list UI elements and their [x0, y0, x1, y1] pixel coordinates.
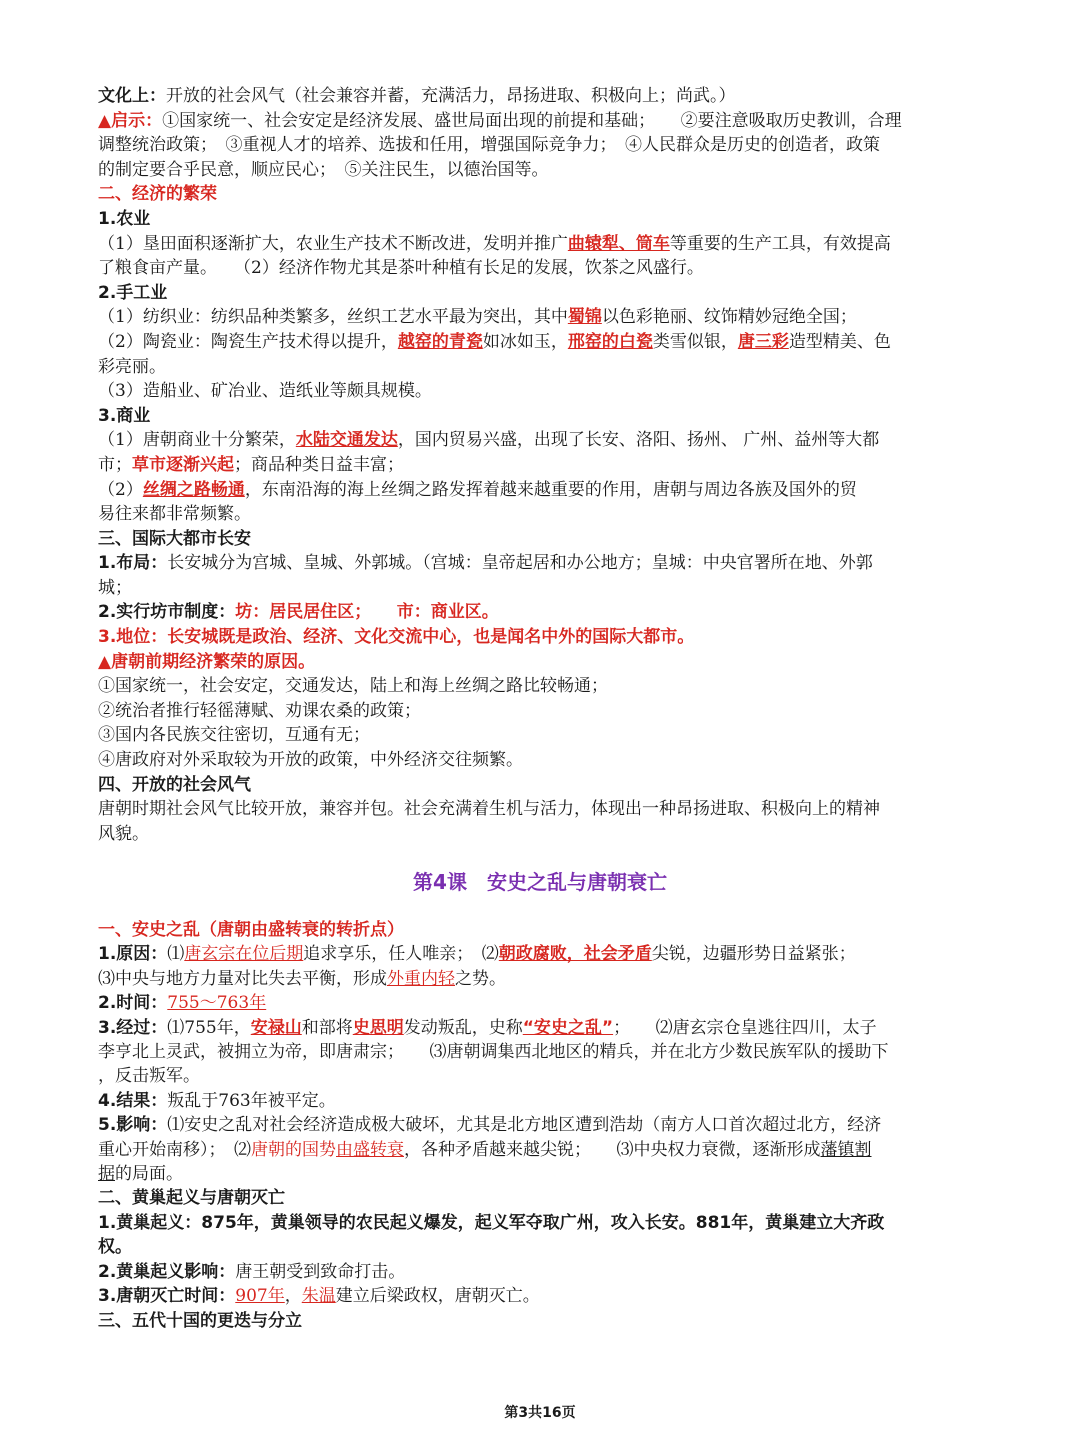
anshi-impact-line-2 [98, 1138, 980, 1162]
lesson-title: 第4课 安史之乱与唐朝衰亡 [413, 870, 667, 894]
keyword-shi-siming: 史思明 [352, 1017, 404, 1038]
keyword-an-lushan: 安禄山 [250, 1017, 302, 1038]
commerce-text-2b: ；商品种类日益丰富； [234, 454, 404, 475]
commerce-line-2 [98, 453, 980, 478]
anshi-process-line-1 [98, 1016, 980, 1040]
tang-fall-year: 907年 [235, 1286, 285, 1307]
reason-item: ③国内各民族交往密切，互通有无； [98, 725, 370, 746]
anshi-time-line [98, 991, 980, 1015]
agri-line-1 [98, 232, 980, 257]
commerce-line-4: 易往来都非常频繁。 [98, 504, 251, 525]
commerce-keyword-silkroad: 丝绸之路畅通 [142, 479, 245, 500]
section-anshi [98, 918, 980, 1333]
changan-layout-label: 1.布局： [98, 553, 168, 574]
agri-heading: 1.农业 [98, 208, 151, 229]
anshi-time-label: 2.时间： [98, 993, 168, 1014]
commerce-text-3a: （2） [98, 479, 143, 500]
commerce-text-1b: ，国内贸易兴盛，出现了长安、洛阳、扬州、 广州、益州等大都 [397, 430, 880, 451]
anshi-cause-text-1b: 追求享乐，任人唯亲； ⑵ [303, 944, 499, 965]
anshi-time-text: 755～763年 [167, 993, 267, 1014]
anshi-cause-text-3b: 之势。 [455, 968, 506, 989]
changan-layout-line-2: 城； [98, 577, 132, 598]
reason-item: ④唐政府对外采取较为开放的政策，中外经济交往频繁。 [98, 750, 523, 771]
enlightenment-line-1 [98, 109, 980, 134]
craft-line-1 [98, 305, 980, 330]
enlightenment-line-2: 调整统治政策； ③重视人才的培养、选拔和任用，增强国际竞争力； ④人民群众是历史的创造者，政策 [98, 135, 880, 156]
anshi-impact-text-2b: ，各种矛盾越来越尖锐； ⑶中央权力衰微，逐渐形成 [404, 1139, 821, 1160]
craft-line-3: 彩亮丽。 [98, 356, 166, 377]
huangchao-line-1: 1.黄巢起义：875年，黄巢领导的农民起义爆发，起义军夺取广州，攻入长安。881年，黄巢建立大齐政 [98, 1212, 885, 1233]
craft-text-2b: 如冰如玉， [482, 331, 568, 352]
changan-heading: 三、国际大都市长安 [98, 528, 251, 549]
commerce-text-3b: ，东南沿海的海上丝绸之路发挥着越来越重要的作用，唐朝与周边各族及国外的贸 [244, 479, 857, 500]
changan-system-text: 坊：居民居住区； 市：商业区。 [235, 602, 499, 623]
craft-text-2d: 造型精美、色 [788, 331, 891, 352]
enlightenment-label: ▲启示： [98, 110, 163, 131]
anshi-impact-text-1: ⑴安史之乱对社会经济造成极大破坏，尤其是北方地区遭到浩劫（南方人口首次超过北方，经济 [167, 1115, 882, 1136]
tang-fall-label: 3.唐朝灭亡时间： [98, 1286, 236, 1307]
craft-text-2c: 类雪似银， [652, 331, 738, 352]
culture-label: 文化上： [98, 86, 166, 106]
economy-heading: 二、经济的繁荣 [98, 184, 217, 205]
anshi-impact-keyword-1: 唐朝的国势 [251, 1139, 336, 1160]
anshi-impact-line-1 [98, 1113, 980, 1137]
commerce-keyword-caoshi: 草市逐渐兴起 [132, 454, 234, 475]
anshi-heading: 一、安史之乱（唐朝由盛转衰的转折点） [98, 920, 404, 940]
anshi-process-text-1b: 和部将 [301, 1017, 353, 1038]
anshi-cause-label: 1.原因： [98, 944, 168, 965]
huangchao-impact-label: 2.黄巢起义影响： [98, 1261, 236, 1282]
anshi-cause-num-1: ⑴ [167, 944, 185, 965]
huangchao-impact-text: 唐王朝受到致命打击。 [235, 1261, 406, 1282]
reason-item: ②统治者推行轻徭薄赋、劝课农桑的政策； [98, 700, 421, 721]
craft-keyword-xingyao: 邢窑的白瓷 [567, 331, 653, 352]
anshi-impact-keyword-3b: 据 [98, 1164, 115, 1185]
anshi-impact-keyword-3: 藩镇割 [820, 1139, 872, 1160]
anshi-cause-text-3a: ⑶中央与地方力量对比失去平衡，形成 [98, 968, 387, 989]
agri-line-2: 了粮食亩产量。 （2）经济作物尤其是茶叶种植有长足的发展，饮茶之风盛行。 [98, 258, 704, 279]
changan-layout-text: 长安城分为宫城、皇城、外郭城。（宫城：皇帝起居和办公地方；皇城：中央官署所在地、外郭 [167, 553, 873, 574]
openness-line-1: 唐朝时期社会风气比较开放，兼容并包。社会充满着生机与活力，体现出一种昂扬进取、积极向上的精神 [98, 799, 880, 820]
craft-text-1a: （1）纺织业：纺织品种类繁多，丝织工艺水平最为突出，其中 [98, 307, 568, 328]
craft-text-1b: 以色彩艳丽、纹饰精妙冠绝全国； [601, 307, 857, 328]
changan-status-line: 3.地位：长安城既是政治、经济、文化交流中心，也是闻名中外的国际大都市。 [98, 627, 695, 648]
anshi-process-text-1a: ⑴755年， [167, 1017, 251, 1038]
anshi-impact-label: 5.影响： [98, 1115, 168, 1136]
commerce-text-2a: 市； [98, 454, 132, 475]
commerce-heading: 3.商业 [98, 405, 151, 426]
anshi-process-text-1d: ； ⑵唐玄宗仓皇逃往四川，太子 [613, 1017, 877, 1038]
tang-fall-line [98, 1284, 980, 1308]
culture-text: 开放的社会风气（社会兼容并蓄，充满活力，昂扬进取、积极向上；尚武。） [166, 86, 736, 106]
anshi-cause-line-2 [98, 967, 980, 991]
commerce-line-3 [98, 478, 980, 503]
huangchao-impact-line [98, 1260, 980, 1284]
openness-line-2: 风貌。 [98, 823, 149, 844]
enlightenment-line-3: 的制定要合乎民意，顺应民心； ⑤关注民生，以德治国等。 [98, 159, 549, 180]
commerce-text-1a: （1）唐朝商业十分繁荣， [98, 430, 296, 451]
agri-keyword-tools: 曲辕犁、筒车 [567, 233, 670, 254]
craft-line-2 [98, 330, 980, 355]
craft-heading: 2.手工业 [98, 282, 168, 303]
craft-keyword-shujin: 蜀锦 [567, 307, 602, 328]
anshi-result-text: 叛乱于763年被平定。 [167, 1090, 336, 1111]
commerce-line-1 [98, 428, 980, 453]
commerce-keyword-transport: 水陆交通发达 [295, 430, 398, 451]
anshi-process-line-3: ，反击叛军。 [98, 1066, 200, 1087]
prosperity-reason-heading: ▲唐朝前期经济繁荣的原因。 [98, 651, 316, 672]
anshi-cause-keyword-3: 外重内轻 [387, 968, 455, 989]
wudai-heading: 三、五代十国的更迭与分立 [98, 1310, 302, 1331]
changan-layout-line [98, 551, 980, 576]
anshi-cause-keyword-2: 朝政腐败，社会矛盾 [498, 944, 652, 965]
anshi-process-line-2: 李亨北上灵武，被拥立为帝，即唐肃宗； ⑶唐朝调集西北地区的精兵，并在北方少数民族军队的援助下 [98, 1042, 889, 1063]
reason-item: ①国家统一，社会安定，交通发达，陆上和海上丝绸之路比较畅通； [98, 676, 608, 697]
anshi-cause-text-2b: 尖锐，边疆形势日益紧张； [651, 944, 856, 965]
craft-keyword-yueyao: 越窑的青瓷 [397, 331, 483, 352]
agri-text-1b: 等重要的生产工具，有效提高 [669, 233, 891, 254]
page-number: 第3共16页 [504, 1405, 576, 1421]
changan-system-line [98, 600, 980, 625]
anshi-impact-text-2a: 重心开始南移）； ⑵ [98, 1139, 251, 1160]
anshi-impact-line-3 [98, 1162, 980, 1186]
anshi-impact-text-3b: 的局面。 [115, 1164, 183, 1185]
anshi-process-text-1c: 发动叛乱，史称 [403, 1017, 523, 1038]
agri-text-1a: （1）垦田面积逐渐扩大，农业生产技术不断改进，发明并推广 [98, 233, 568, 254]
anshi-result-line [98, 1089, 980, 1113]
craft-text-2a: （2）陶瓷业：陶瓷生产技术得以提升， [98, 331, 398, 352]
anshi-process-label: 3.经过： [98, 1017, 168, 1038]
section-tang-prosperity [98, 84, 980, 846]
openness-heading: 四、开放的社会风气 [98, 774, 251, 795]
tang-fall-sep: ， [284, 1286, 302, 1307]
craft-keyword-tangsancai: 唐三彩 [737, 331, 789, 352]
enlightenment-text-1: ①国家统一、社会安定是经济发展、盛世局面出现的前提和基础； ②要注意吸取历史教训，合理 [162, 110, 902, 131]
tang-fall-zhuwen: 朱温 [301, 1286, 336, 1307]
huangchao-line-1b: 权。 [98, 1237, 132, 1258]
anshi-result-label: 4.结果： [98, 1090, 168, 1111]
anshi-impact-keyword-2: 由盛转衰 [336, 1139, 404, 1160]
huangchao-heading: 二、黄巢起义与唐朝灭亡 [98, 1188, 285, 1209]
tang-fall-text: 建立后梁政权，唐朝灭亡。 [335, 1286, 540, 1307]
culture-line [98, 84, 980, 109]
keyword-anshi-rebellion: “安史之乱” [522, 1017, 614, 1038]
anshi-cause-line-1 [98, 942, 980, 966]
changan-system-label: 2.实行坊市制度： [98, 602, 236, 623]
craft-line-4: （3）造船业、矿冶业、造纸业等颇具规模。 [98, 381, 432, 402]
anshi-cause-keyword-1: 唐玄宗在位后期 [184, 944, 304, 965]
